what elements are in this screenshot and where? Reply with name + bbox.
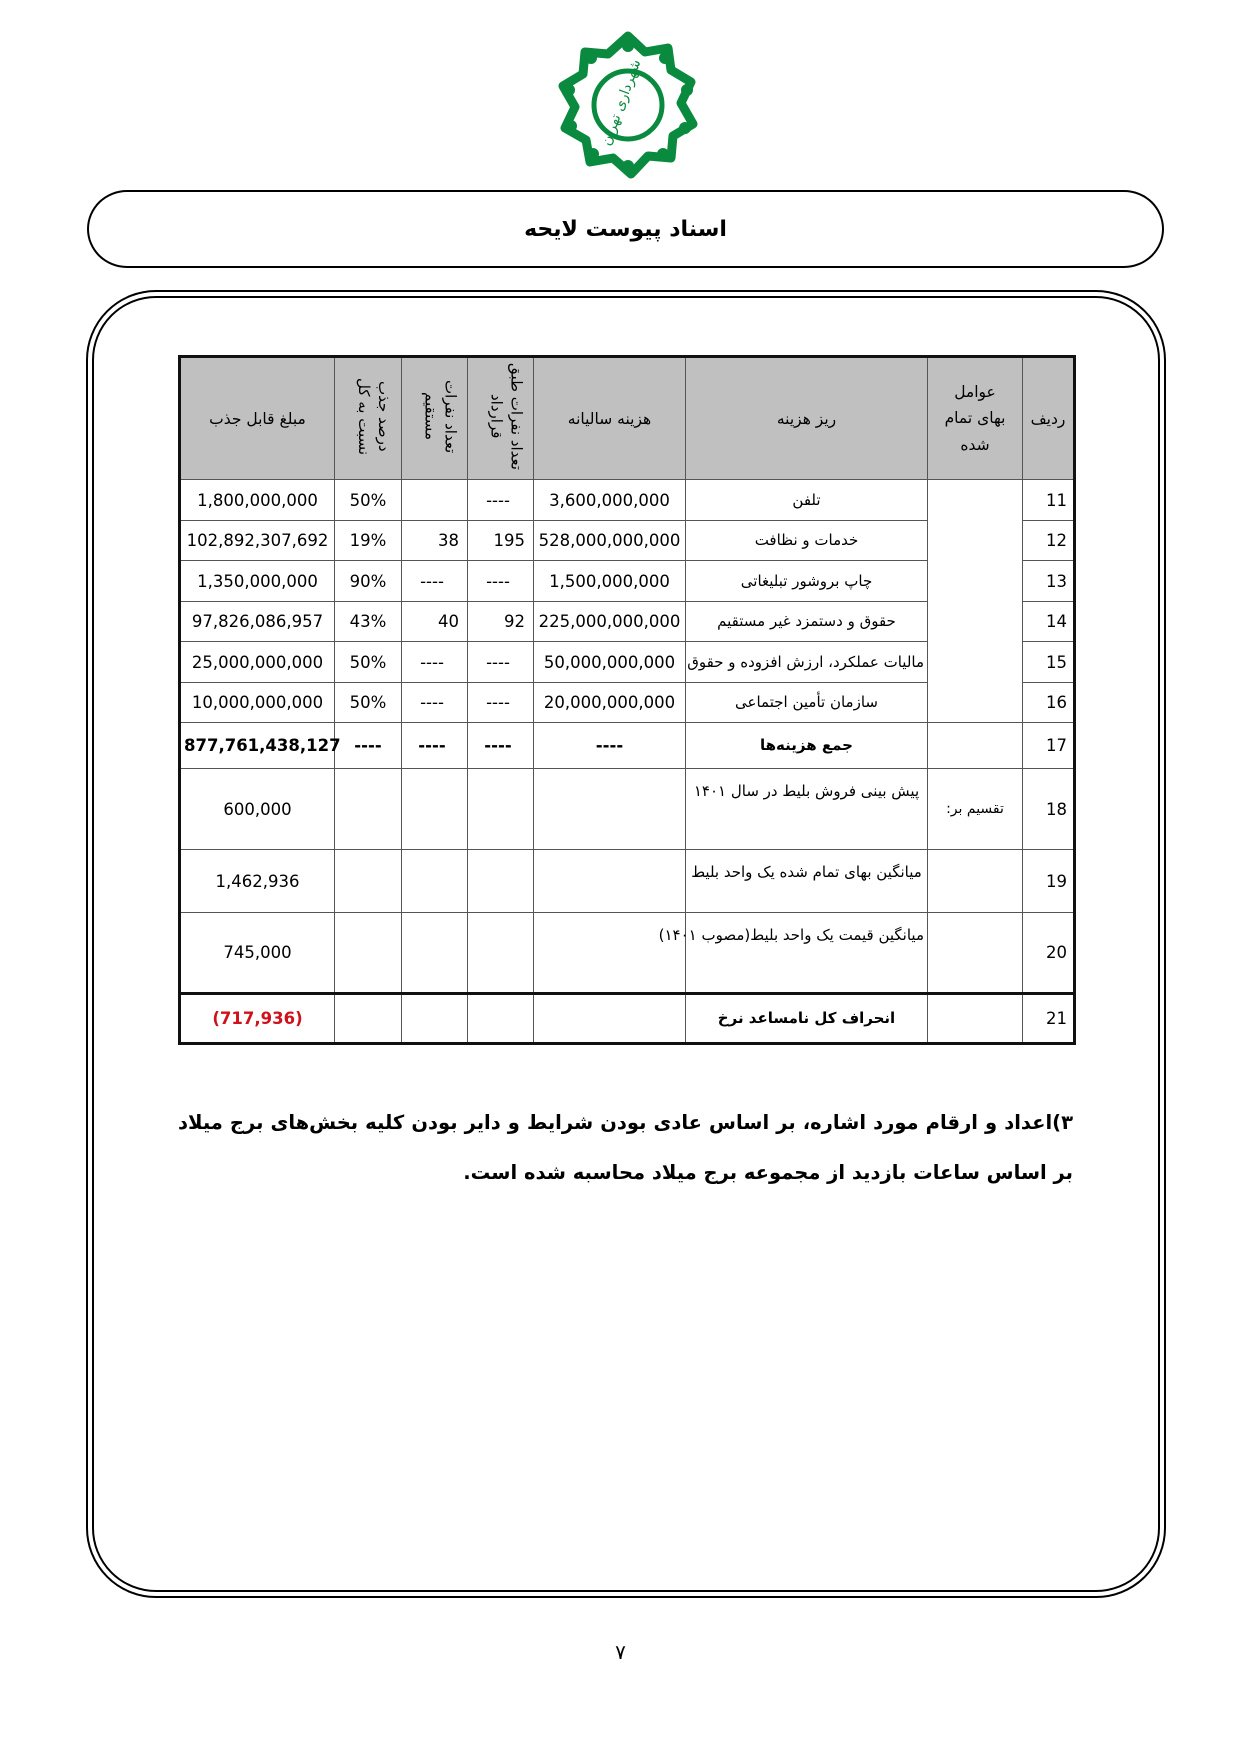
table-row (180, 723, 1075, 769)
staff-direct-cell (402, 850, 468, 913)
annual-cost-cell: 3,600,000,000 (534, 480, 686, 521)
staff-contract-cell: 195 (468, 521, 534, 561)
sub-cost-cell: مالیات عملکرد، ارزش افزوده و حقوق (686, 642, 928, 683)
absorbable-cell: 25,000,000,000 (180, 642, 335, 683)
table-row (180, 850, 1075, 913)
absorbable-cell: 10,000,000,000 (180, 683, 335, 723)
sub-cost-cell: سازمان تأمین اجتماعی (686, 683, 928, 723)
table-row (180, 913, 1075, 994)
factor-cell (928, 994, 1023, 1044)
cost-table (178, 355, 1076, 1045)
absorbable-cell: 1,350,000,000 (180, 561, 335, 602)
annual-cost-cell: 528,000,000,000 (534, 521, 686, 561)
row-number-cell: 18 (1023, 769, 1075, 850)
staff-direct-cell (402, 913, 468, 994)
percent-cell: 19% (335, 521, 402, 561)
staff-direct-cell: 40 (402, 602, 468, 642)
percent-cell (335, 994, 402, 1044)
page-title: اسناد پیوست لایحه (524, 216, 727, 242)
percent-cell: 43% (335, 602, 402, 642)
row-number-cell: 19 (1023, 850, 1075, 913)
absorbable-cell: 745,000 (180, 913, 335, 994)
row-number-cell: 20 (1023, 913, 1075, 994)
factor-cell (928, 850, 1023, 913)
note-paragraph: ۳)اعداد و ارقام مورد اشاره، بر اساس عادی بودن شرایط و دایر بودن کلیه بخش‌های برج میلاد بر اساس ساعات بازدید از مجموعه برج میلاد محاسبه شده است. (178, 1111, 1073, 1184)
factor-cell: تقسیم بر: (928, 769, 1023, 850)
percent-cell: 90% (335, 561, 402, 602)
annual-cost-cell (534, 994, 686, 1044)
table-row (180, 994, 1075, 1044)
staff-contract-cell (468, 913, 534, 994)
sub-cost-cell: حقوق و دستمزد غیر مستقیم (686, 602, 928, 642)
absorbable-cell: 600,000 (180, 769, 335, 850)
staff-contract-cell: ---- (468, 642, 534, 683)
col-header-row-no: ردیف (1023, 357, 1075, 480)
table-header-row (180, 357, 1075, 480)
percent-cell: 50% (335, 683, 402, 723)
sub-cost-cell: چاپ بروشور تبلیغاتی (686, 561, 928, 602)
staff-direct-cell: 38 (402, 521, 468, 561)
row-number-cell: 17 (1023, 723, 1075, 769)
row-number-cell: 11 (1023, 480, 1075, 521)
absorbable-cell: 877,761,438,127 (180, 723, 335, 769)
staff-direct-cell (402, 994, 468, 1044)
logo-emblem-icon (553, 30, 703, 180)
staff-direct-cell (402, 769, 468, 850)
annual-cost-cell: 20,000,000,000 (534, 683, 686, 723)
table-row (180, 480, 1075, 521)
sub-cost-cell: پیش بینی فروش بلیط در سال ۱۴۰۱ (686, 769, 928, 850)
table-row (180, 769, 1075, 850)
col-header-staff-direct-text: تعداد نفرات مستقیم (421, 379, 460, 454)
col-header-percent-text: درصد جذب نسبت به کل (354, 377, 393, 456)
percent-cell (335, 913, 402, 994)
factor-cell (928, 480, 1023, 723)
title-box (87, 190, 1164, 268)
staff-contract-cell: ---- (468, 561, 534, 602)
sub-cost-cell: میانگین بهای تمام شده یک واحد بلیط (686, 850, 928, 913)
sub-cost-cell: انحراف کل نامساعد نرخ (686, 994, 928, 1044)
staff-direct-cell (402, 480, 468, 521)
factor-cell (928, 913, 1023, 994)
percent-cell: 50% (335, 642, 402, 683)
page-number: ۷ (615, 1640, 626, 1664)
staff-contract-cell: ---- (468, 683, 534, 723)
col-header-staff-contract-text: تعداد نفرات طبق قرارداد (487, 363, 526, 470)
staff-contract-cell (468, 994, 534, 1044)
row-number-cell: 16 (1023, 683, 1075, 723)
annual-cost-cell: 50,000,000,000 (534, 642, 686, 683)
col-header-annual-cost: هزینه سالیانه (534, 357, 686, 480)
row-number-cell: 14 (1023, 602, 1075, 642)
annual-cost-cell (534, 850, 686, 913)
col-header-percent (335, 357, 402, 480)
col-header-staff-direct (402, 357, 468, 480)
logo-calligraphy: شهرداری تهران (598, 57, 645, 148)
factor-cell (928, 723, 1023, 769)
staff-direct-cell: ---- (402, 723, 468, 769)
staff-contract-cell: ---- (468, 723, 534, 769)
col-header-staff-contract (468, 357, 534, 480)
staff-contract-cell (468, 769, 534, 850)
staff-direct-cell: ---- (402, 561, 468, 602)
staff-contract-cell (468, 850, 534, 913)
percent-cell (335, 769, 402, 850)
sub-cost-cell: میانگین قیمت یک واحد بلیط(مصوب ۱۴۰۱) (686, 913, 928, 994)
row-number-cell: 13 (1023, 561, 1075, 602)
row-number-cell: 12 (1023, 521, 1075, 561)
absorbable-cell: (717,936) (180, 994, 335, 1044)
staff-contract-cell: ---- (468, 480, 534, 521)
percent-cell: ---- (335, 723, 402, 769)
row-number-cell: 15 (1023, 642, 1075, 683)
sub-cost-cell: جمع هزینه‌ها (686, 723, 928, 769)
annual-cost-cell: 225,000,000,000 (534, 602, 686, 642)
col-header-factor-text: عوامل بهای تمام شده (944, 382, 1006, 454)
absorbable-cell: 97,826,086,957 (180, 602, 335, 642)
absorbable-cell: 102,892,307,692 (180, 521, 335, 561)
absorbable-cell: 1,462,936 (180, 850, 335, 913)
percent-cell: 50% (335, 480, 402, 521)
sub-cost-cell: تلفن (686, 480, 928, 521)
col-header-sub-cost: ریز هزینه (686, 357, 928, 480)
absorbable-cell: 1,800,000,000 (180, 480, 335, 521)
annual-cost-cell: 1,500,000,000 (534, 561, 686, 602)
annual-cost-cell: ---- (534, 723, 686, 769)
staff-contract-cell: 92 (468, 602, 534, 642)
sub-cost-cell: خدمات و نظافت (686, 521, 928, 561)
staff-direct-cell: ---- (402, 683, 468, 723)
row-number-cell: 21 (1023, 994, 1075, 1044)
percent-cell (335, 850, 402, 913)
col-header-factor (928, 357, 1023, 480)
annual-cost-cell (534, 769, 686, 850)
staff-direct-cell: ---- (402, 642, 468, 683)
col-header-absorbable: مبلغ قابل جذب (180, 357, 335, 480)
tehran-municipality-logo (553, 30, 703, 180)
